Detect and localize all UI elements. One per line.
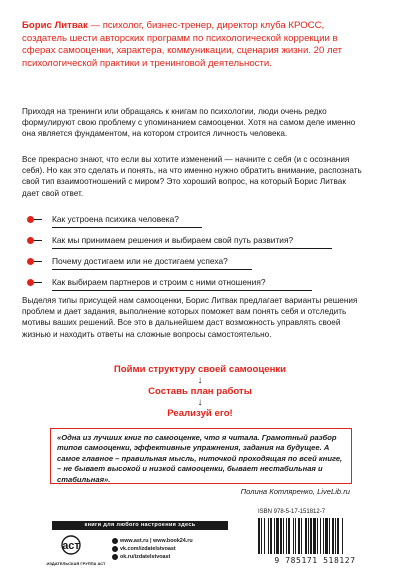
barcode-icon — [258, 518, 372, 556]
intro-paragraph-2: Все прекрасно знают, что если вы хотите изменений — начните с себя (и с осознания себя). Но как это сделать и понять, на что именно нужно обратить внимание, распознать свой тип взаимоотношений с миром? Это хороший вопрос, на который Борис Литвак дает свой ответ. — [22, 155, 362, 198]
bullet-dot-icon — [27, 237, 34, 244]
isbn-label: ISBN 978-5-17-151812-7 — [258, 509, 326, 515]
author-name: Борис Литвак — [22, 20, 88, 31]
review-quote-box — [50, 428, 352, 484]
contact-vk — [112, 545, 242, 553]
question-text: Как выбираем партнеров и строим с ними отношения? — [52, 277, 266, 287]
barcode-number: 9 785171 518127 — [274, 556, 356, 565]
arrow-down-icon: ↓ — [197, 397, 203, 408]
steps-list — [0, 364, 400, 420]
publisher-name: ИЗДАТЕЛЬСКАЯ ГРУППА АСТ — [46, 561, 106, 566]
contact-website — [112, 537, 242, 545]
contact-text: vk.com/izdatelstvoast — [120, 546, 176, 552]
step-2: Составь план работы — [148, 386, 252, 397]
intro-paragraph-1: Приходя на тренинги или обращаясь к книгам по психологии, люди очень редко формулируют свою проблему с упоминанием самооценки. Хотя на самом деле именно она является фундаментом, на котором строится личность человека. — [22, 107, 356, 139]
question-underline — [52, 227, 202, 228]
bullet-line — [34, 282, 42, 283]
vk-icon — [112, 546, 118, 552]
contact-text: ok.ru/izdatelstvoast — [120, 554, 171, 560]
author-bio — [22, 20, 354, 70]
logo-text: аст — [62, 540, 80, 552]
bullet-dot-icon — [27, 216, 34, 223]
contact-text: www.ast.ru | www.book24.ru — [120, 538, 193, 544]
question-item — [30, 214, 370, 235]
publisher-logo-icon — [52, 535, 90, 561]
question-item — [30, 235, 370, 256]
outro-paragraph: Выделяя типы присущей нам самооценки, Борис Литвак предлагает варианты решения проблем и дает задания, выполнение которых поможет вам понять себя и отследить мотивы ваших решений. Все это в дальнейшем даст возможность управлять своей жизнью и находить ответы на сложные вопросы самостоятельно. — [22, 296, 358, 339]
arrow-down-icon: ↓ — [197, 375, 203, 386]
barcode — [250, 516, 380, 566]
question-underline — [52, 269, 252, 270]
step-1: Пойми структуру своей самооценки — [113, 364, 287, 375]
contacts-list — [112, 537, 242, 561]
bullet-dot-icon — [27, 279, 34, 286]
bullet-dot-icon — [27, 258, 34, 265]
globe-icon — [112, 538, 118, 544]
tagline-bar: книги для любого настроения здесь — [52, 521, 228, 530]
question-text: Как устроена психика человека? — [52, 214, 179, 224]
review-quote: «Одна из лучших книг по самооценке, что я читала. Грамотный разбор типов самооценки, эффективные упражнения, задания на будущее. А самое главное – правильная мысль, ниточкой проходящая по всей книге, – не бывает высокой и низкой самооценки, бывает нестабильная и стабильная». — [57, 433, 343, 484]
review-source: Полина Котляренко, LiveLib.ru — [240, 487, 350, 496]
question-text: Как мы принимаем решения и выбираем свой путь развития? — [52, 235, 294, 245]
question-item — [30, 256, 370, 277]
bullet-line — [34, 240, 42, 241]
bullet-line — [34, 261, 42, 262]
contact-ok — [112, 553, 242, 561]
question-text: Почему достигаем или не достигаем успеха? — [52, 256, 228, 266]
author-bio-text: — психолог, бизнес-тренер, директор клуба КРОСС, создатель шести авторских программ по психологической коррекции в сферах самооценки, характера, коммуникации, сценария жизни. 20 лет психологической практики и тренинговой деятельности. — [22, 20, 342, 69]
ok-icon — [112, 554, 118, 560]
bullet-line — [34, 219, 42, 220]
question-underline — [52, 290, 312, 291]
step-3: Реализуй его! — [167, 408, 233, 419]
question-list — [30, 214, 370, 298]
question-underline — [52, 248, 332, 249]
